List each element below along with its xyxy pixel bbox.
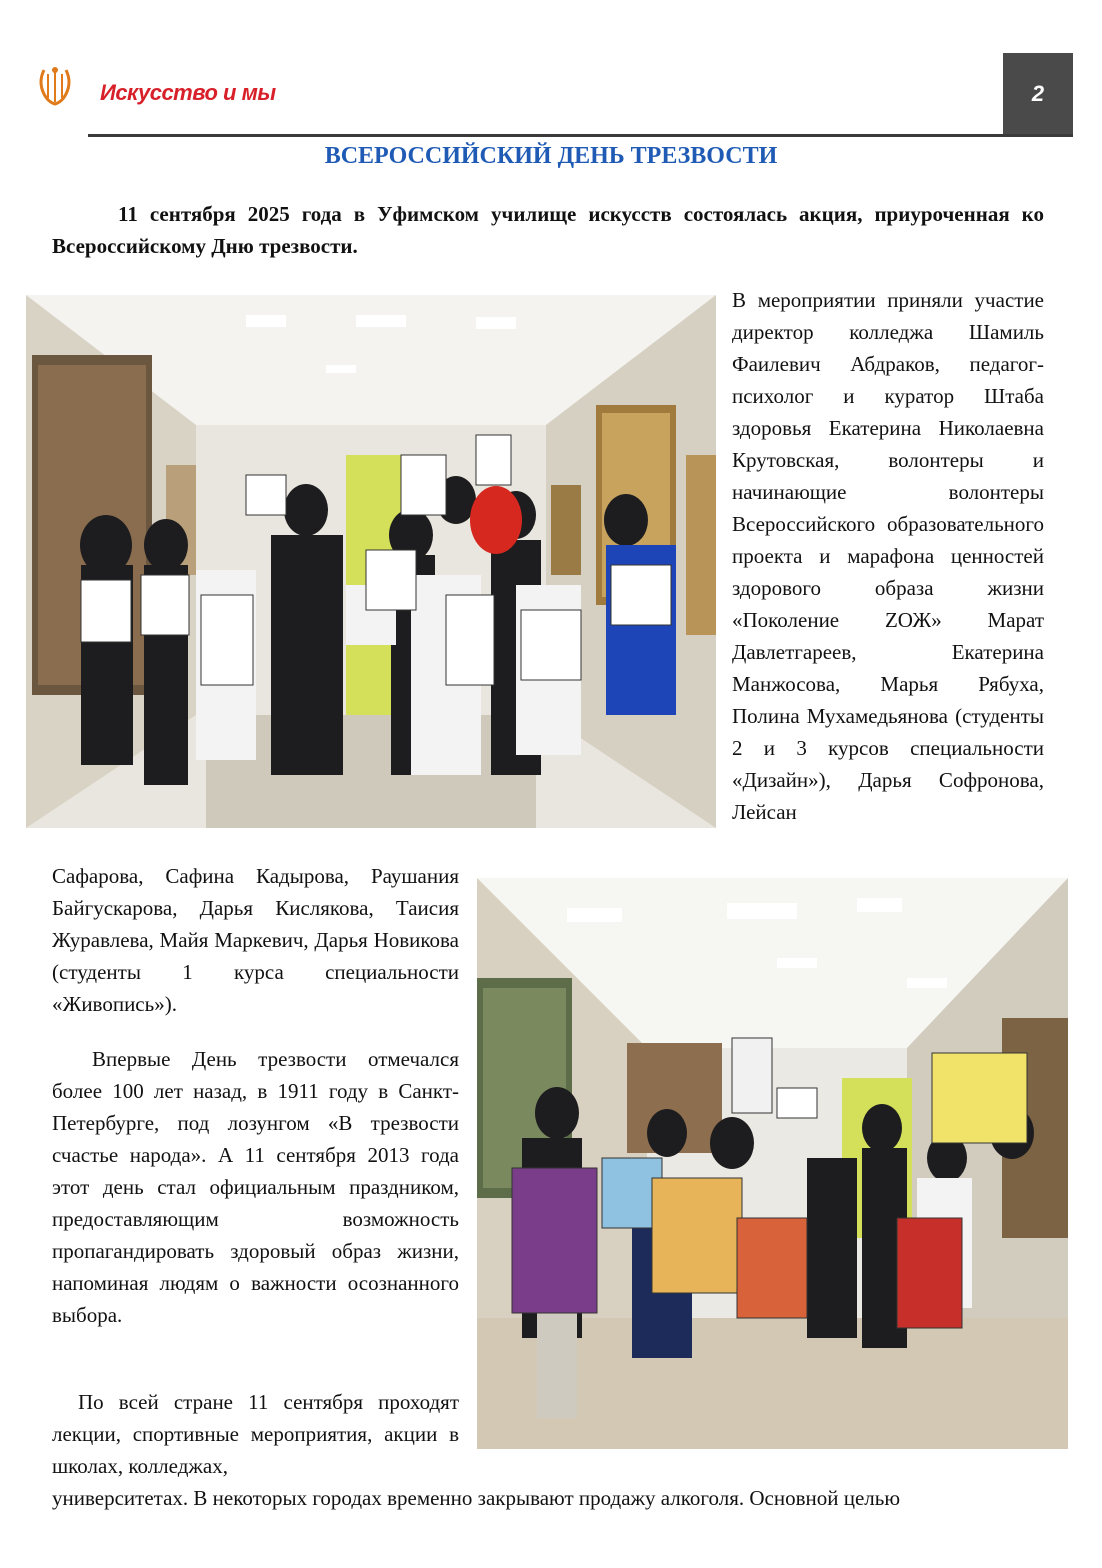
article-lead: 11 сентября 2025 года в Уфимском училище искусств состоялась акция, приуроченная ко Всероссийскому Дню трезвости. bbox=[52, 202, 1044, 258]
text-last-line: университетах. В некоторых городах временно закрывают продажу алкоголя. Основной целью bbox=[52, 1486, 901, 1510]
text-column-left-participants: Сафарова, Сафина Кадырова, Раушания Байгускарова, Дарья Кислякова, Таисия Журавлева, Майя Маркевич, Дарья Новикова (студенты 1 курса специальности «Живопись»). bbox=[52, 864, 459, 1016]
text-column-right: В мероприятии приняли участие директор колледжа Шамиль Фаилевич Абдраков, педагог-психолог и куратор Штаба здоровья Екатерина Николаевна Крутовская, волонтеры и начинающие волонтеры Всероссийского образовательного проекта и марафона ценностей здорового образа жизни «Поколение ZОЖ» Марат Давлетгареев, Екатерина Манжосова, Марья Рябуха, Полина Мухамедьянова (студенты 2 и 3 курсов специальности «Дизайн»), Дарья Софронова, Лейсан bbox=[732, 288, 1044, 824]
lyre-logo-icon bbox=[36, 64, 74, 108]
group-photo-posters bbox=[477, 878, 1068, 1449]
text-nationwide-paragraph: По всей стране 11 сентября проходят лекции, спортивные мероприятия, акции в школах, колледжах, bbox=[52, 1390, 459, 1478]
brand-title: Искусство и мы bbox=[100, 80, 276, 105]
header-divider bbox=[88, 134, 1073, 137]
article-title: ВСЕРОССИЙСКИЙ ДЕНЬ ТРЕЗВОСТИ bbox=[324, 143, 778, 169]
text-history-paragraph: Впервые День трезвости отмечался более 100 лет назад, в 1911 году в Санкт-Петербурге, под лозунгом «В трезвости счастье народа». А 11 сентября 2013 года этот день стал официальным праздником, предоставляющим возможность пропагандировать здоровый образ жизни, напоминая людям о важности осознанного выбора. bbox=[52, 1047, 459, 1327]
page-number-box bbox=[1003, 53, 1073, 135]
group-photo-volunteers bbox=[26, 295, 716, 828]
page-number: 2 bbox=[1031, 81, 1045, 106]
